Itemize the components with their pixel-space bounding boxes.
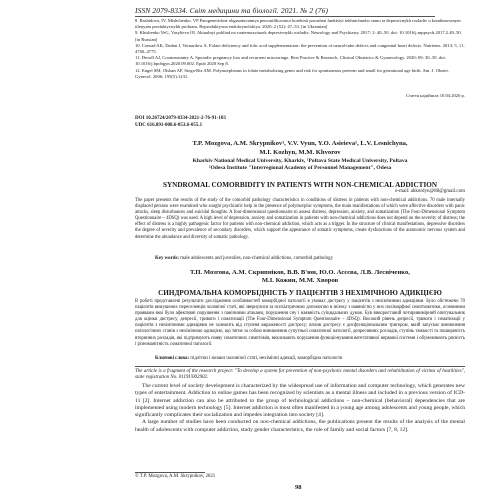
keywords-ua-text: підлітки і юнаки чоловічої статі, нехімічні адикції, коморбідна патологія	[190, 356, 342, 361]
reference-item: 10. Conrad AK, Dadan J, Vernardow A. Folate deficiency and folic acid supplementation: the prevention of neural-tube defects and congenital heart defects. Nutrients. 2013; 5, 11: 4760–4775.	[135, 42, 465, 55]
doi: DOI 10.26724/2079-8334-2021-2-76-91-103	[135, 116, 226, 121]
abstract-ua: В роботі представлені результати дослідження особливостей коморбідної патології в умовах дистресу у пацієнтів з нехімічними адикціями. Було обстежено 70 пацієнтів вимушених переселенців чоловічої статі, які звернулися за психіатричною допомогою в зв'язку з наявністю у них поліморфної симптоматики, основними проявами якої були афективні порушення з панічними атаками, порушення сну і наявність суїцидальних думок. Був використаний чотиривимірний опитувальник для оцінки дистресу, депресії, тривоги і соматизації (The Four-Dimensional Symptom Questionnaire – 4DSQ). Високий рівень депресії, тривоги і соматизації у пацієнтів з нехімічними адикціями не залежить від ступеня вираженості дистресу; вплив дистресу є дисфункціональним тригером, який запускає виникнення патологічних станів з нехімічною адикцією, що тягне за собою виникнення супутньої соматичної патології, депресивних розладів, ступінь тяжкості та поширеність вторинних розладів, які підтримують появу соматичних симптомів, викликають порушення функціонування вегетативної нервової системи і обумовлюють рясність і різноманітність соматичної патології.	[135, 299, 465, 347]
section-divider	[135, 366, 465, 367]
abstract-en: The paper presents the results of the study of the comorbid pathology characteristics in conditions of distress in patients with non-chemical addictions. 70 male internally displaced persons were examined who sought psychiatric help in the presence of polymorphic symptoms, the main manifestations of which were affective disorders with panic attacks, sleep disturbances and suicidal thoughts. A four-dimensional questionnaire to assess distress, depression, anxiety, and somatization (The Four-Dimensional Symptom Questionnaire – 4DSQ) was used. A high level of depression, anxiety and somatization in patients with non-chemical addictions does not depend on the severity of distress; the effect of distress is a highly pathogenic factor for patients with non-chemical addiction, which acts as a trigger. In the structure of clinical manifestations, depressive disorders the degree of severity and prevalence of secondary disorders, which support the appearance of somatic symptoms, create dysfunctions of the autonomic nervous system and determine the abundance and diversity of somatic pathology.	[135, 198, 465, 240]
body-text	[135, 383, 465, 434]
affiliation-line: ²Odesa Institute "Interregional Academy of Personnel Management", Odesa	[208, 165, 392, 171]
reference-item: 8. Rashidova, IV, Mishchenko, VP Patogenetichne obgruntuvannya personifikovanoi korektsii porushen funktsiyi tekhnichnoho stanu ta depresivnykh rozladiv u kombinovanym tilenyam produktyvnykh prohram. Reproduktyvna endokrynolohiya. 2020; 2 (52): 47–53. [in Ukrainian]	[135, 18, 461, 30]
article-note: The article is a fragment of the research project: "To develop a system for prevention of non-psychotic mental disorders and rehabilitation of victims of hostilities", state registration No. 0119U002902.	[135, 369, 465, 381]
article-title-ua: СИНДРОМАЛЬНА КОМОРБІДНІСТЬ У ПАЦІЄНТІВ З НЕХІМІЧНОЮ АДИКЦІЄЮ	[158, 289, 442, 297]
reference-list	[135, 18, 465, 80]
received-date: Стаття надійшла 10.04.2020 р.	[405, 93, 465, 98]
copyright: © T.P. Mozgova, A.M. Skrypnikov, 2021	[135, 474, 216, 479]
keywords-label: Key words:	[155, 256, 180, 261]
affiliation-line: Kharkiv National Medical University, Kharkiv, ¹Poltava State Medical University, Poltava	[192, 158, 408, 164]
authors-en-line: M.I. Kozhyn, M.M. Khvorov	[259, 148, 341, 156]
authors-ua-line: М.І. Кожин, М.М. Хворов	[261, 277, 339, 285]
authors-en	[135, 140, 465, 157]
keywords-ua	[155, 356, 342, 361]
authors-ua-line: Т.П. Мозгова, А.М. Скрипніков, В.В. В'юн, Ю.О. Асєєва, Л.В. Лесніченко,	[190, 269, 410, 276]
article-title-en: SYNDROMAL COMORBIDITY IN PATIENTS WITH NON-CHEMICAL ADDICTION	[162, 181, 438, 189]
authors-ua	[135, 269, 465, 285]
keywords-en	[155, 256, 333, 261]
footnote-divider	[135, 472, 205, 473]
reference-item: 11. Devall AJ, Coomarasamy A. Sporadic pregnancy loss and recurrent miscarriage. Best Practice & Research. Clinical Obstetrics & Gynaecology. 2020; 69: 30–39. doi: 10.1016/j.bpobgyn.2020.09.002. Epub 2020 Sep 8.	[135, 55, 446, 67]
body-paragraph: The current level of society development is characterized by the widespread use of information and computer technology, which generates new types of entertainment. Addiction to online games has been recognized by scientists as a mental illness and included in a previous version of ICD-11 [2]. Internet addiction can also be attributed to the group of technological addictions – non-chemical (behavioral) dependencies that are implemented using modern technology [5]. Internet addiction is most often manifested in a young age among adolescents and young people, which significantly complicates their socialization and impedes integration into society [4].	[135, 383, 465, 419]
body-paragraph: A large number of studies have been conducted on non-chemical addictions, the publications present the results of the analysis of the mental health of adolescents with computer addiction, study gender characteristics, the role of family and social factors [7, 8, 12].	[135, 419, 465, 433]
reference-item: 12. Engel SM, Olshan AF, Siega-Riz AM. Polymorphisms in folate metabolizing genes and risk for spontaneous preterm and small for gestational age birth. Am. J. Obstet. Gynecol. 2006; 195(5):1231.	[135, 67, 449, 79]
contact-email: e-mail: ahkordyn@88@gmail.com	[395, 189, 465, 194]
keywords-ua-label: Ключові слова:	[155, 356, 190, 361]
page-number: 98	[295, 484, 302, 491]
keywords-text: male adolescents and juveniles, non-chemical addictions, comorbid pathology	[180, 256, 334, 261]
udc: UDC 616.891-008.6-053.6-055.1	[135, 122, 203, 128]
affiliation-en	[135, 158, 465, 172]
authors-en-line: T.P. Mozgova, A.M. Skrypnikov¹, V.V. Vyun, Y.O. Asieieva¹, L.V. Lesnichyna,	[192, 140, 408, 147]
article-identifiers	[135, 116, 226, 129]
running-head: ISSN 2079-8334. Світ медицини та біології. 2021. № 2 (76)	[135, 6, 435, 17]
reference-item: 9. Khishenko VeG, Vasylieva OI. Aktualnyi pohliad na vzaiemozviazok depresivnykh rozladiv. Neurology and Psychiatry. 2017; 2: 40–50. doi: 10.1016/j.mppsych.2017.2.49–50. [in Russian]	[135, 30, 462, 42]
